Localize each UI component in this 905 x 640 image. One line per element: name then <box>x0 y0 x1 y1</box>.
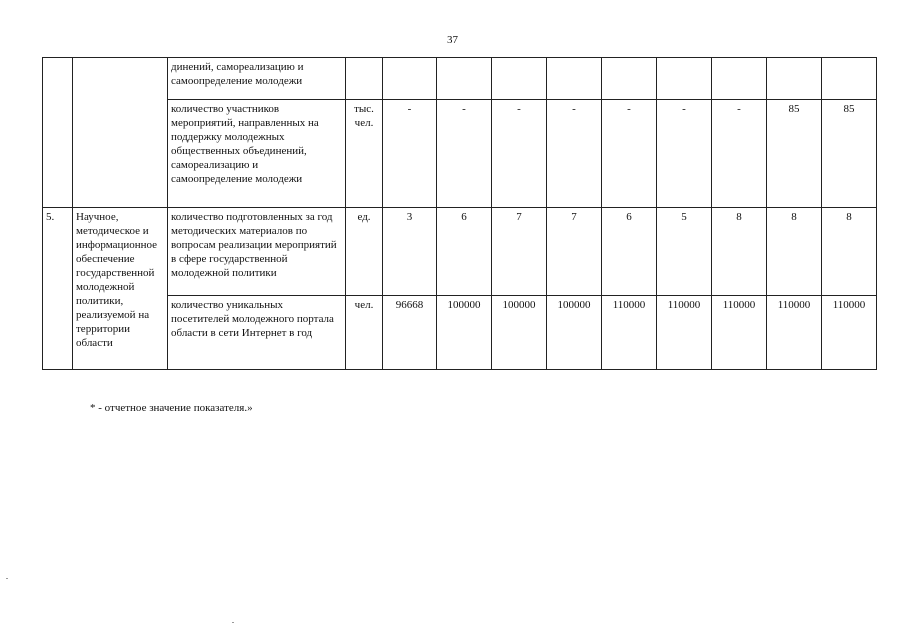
value-cell <box>492 58 547 100</box>
unit-cell: тыс. чел. <box>346 100 383 208</box>
footnote: * - отчетное значение показателя.» <box>90 402 253 414</box>
scan-speck <box>6 578 8 579</box>
indicator-cell: количество участников мероприятий, направленных на поддержку молодежных общественных объединений, самореализацию и самоопределение молодежи <box>168 100 346 208</box>
unit-cell <box>346 58 383 100</box>
table-row <box>43 296 877 370</box>
value-cell <box>547 58 602 100</box>
indicator-cell: количество уникальных посетителей молодежного портала области в сети Интернет в год <box>168 296 346 370</box>
value-cell: 100000 <box>437 296 492 370</box>
value-cell: 3 <box>383 208 437 296</box>
value-cell: 85 <box>822 100 877 208</box>
value-cell: 7 <box>547 208 602 296</box>
value-cell: - <box>492 100 547 208</box>
value-cell: 7 <box>492 208 547 296</box>
value-cell: 110000 <box>657 296 712 370</box>
table-row <box>43 100 877 208</box>
value-cell: - <box>383 100 437 208</box>
unit-cell: чел. <box>346 296 383 370</box>
value-cell: 110000 <box>767 296 822 370</box>
value-cell <box>657 58 712 100</box>
value-cell <box>822 58 877 100</box>
value-cell: - <box>437 100 492 208</box>
value-cell: 110000 <box>712 296 767 370</box>
value-cell: 100000 <box>492 296 547 370</box>
task-cell-empty <box>73 58 168 208</box>
number-cell-empty <box>43 58 73 208</box>
value-cell: 8 <box>767 208 822 296</box>
value-cell: 8 <box>822 208 877 296</box>
number-cell: 5. <box>43 208 73 370</box>
value-cell: 6 <box>437 208 492 296</box>
scan-speck <box>232 622 234 623</box>
value-cell <box>437 58 492 100</box>
value-cell: 110000 <box>602 296 657 370</box>
value-cell <box>383 58 437 100</box>
value-cell: - <box>602 100 657 208</box>
table-row <box>43 58 877 100</box>
indicator-cell: динений, самореализацию и самоопределение молодежи <box>168 58 346 100</box>
value-cell <box>602 58 657 100</box>
value-cell: 110000 <box>822 296 877 370</box>
value-cell: 96668 <box>383 296 437 370</box>
value-cell: - <box>712 100 767 208</box>
table-row <box>43 208 877 296</box>
value-cell: 100000 <box>547 296 602 370</box>
value-cell <box>767 58 822 100</box>
value-cell: 85 <box>767 100 822 208</box>
unit-cell: ед. <box>346 208 383 296</box>
indicators-table <box>42 57 877 370</box>
value-cell: 8 <box>712 208 767 296</box>
indicator-cell: количество подготовленных за год методических материалов по вопросам реализации мероприятий в сфере государственной молодежной политики <box>168 208 346 296</box>
page-number: 37 <box>447 34 458 46</box>
value-cell: - <box>657 100 712 208</box>
value-cell: - <box>547 100 602 208</box>
value-cell <box>712 58 767 100</box>
value-cell: 6 <box>602 208 657 296</box>
value-cell: 5 <box>657 208 712 296</box>
task-cell: Научное, методическое и информационное обеспечение государственной молодежной политики, реализуемой на территории области <box>73 208 168 370</box>
